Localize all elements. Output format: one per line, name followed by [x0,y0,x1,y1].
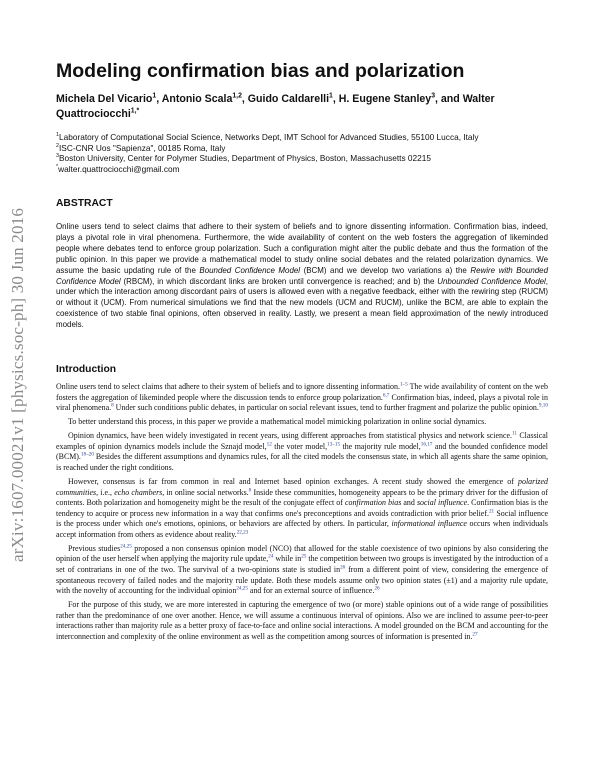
text-fragment: Classical examples of opinion dynamics models include the Sznajd model, [56,431,548,451]
citation-link[interactable]: 27 [472,631,478,638]
paragraph: To better understand this process, in this paper we provide a mathematical model mimicking polarization in online social dynamics. [68,417,487,427]
text-fragment: the voter model, [271,441,328,451]
citation-link[interactable]: 13–15 [327,441,341,448]
corresponding-email[interactable]: walter.quattrociocchi@gmail.com [58,163,180,174]
text-fragment: the majority rule model, [340,441,421,451]
abstract-fragment: (BCM) and we develop two variations a) the [300,265,471,275]
abstract-fragment: Online users tend to select claims that adhere to their system of beliefs and to ignore dissenting information. Confirmation bias, indeed, plays a pivotal role in viral phenomena. Furthermore, the wide availability of content on the web fosters the aggregation of likeminded people where debates tend to enforce group polarization. Such a configuration might alter the public debate and thus the formation of the public opinion. In this paper we provide a mathematical model to study online social debates and the related polarization dynamics. We assume the basic updating rule of the [56,222,548,275]
citation-link[interactable]: 1–5 [399,381,408,388]
text-fragment: For the purpose of this study, we are more interested in capturing the emergence of two (or more) stable opinions out of a wide range of possibilities rather than the predominance of one over another. Hence, we will assume a continuous interval of opinions. Also we are inclined to assume peer-to-peer interactions rather than majority rule as a better proxy of face-to-face and online social interactions. A model grounded on the BCM and accounting for the interconnection and complexity of the online environment as well as the competition among sources of information is presented in. [56,600,548,642]
abstract-emphasis: Bounded Confidence Model [199,265,301,275]
introduction-heading: Introduction [56,364,117,375]
abstract-fragment: , under which the interaction among discordant pairs of users is allowed even with a negative feedback, either with the rewiring step (RUCM) or without it (UCM). From numerical simulations we find that the new models (UCM and RUCM), unlike the BCM, are able to explain the coexistence of two stable final opinions, often observed in reality. Lastly, we present a mean field approximation of the newly introduced models. [56,276,549,330]
abstract-emphasis: Rewire with Bounded Confidence Model [56,265,549,286]
paragraph [56,477,548,541]
text-fragment: Previous studies [68,543,121,553]
author-affiliation-mark: 3 [431,92,436,100]
paragraph [56,600,548,642]
citation-link[interactable]: 8 [111,402,114,409]
citation-link[interactable]: 26 [374,585,380,592]
citation-link[interactable]: 8 [248,486,252,493]
affiliation-text: ISC-CNR Uos "Sapienza", 00185 Roma, Italy [59,142,226,153]
text-fragment: Online users tend to select claims that adhere to their system of beliefs and to ignore dissenting information. [56,382,400,391]
affiliation-mark: * [56,164,59,171]
author-name: Michela Del Vicario [56,93,153,105]
text-fragment: The wide availability of content on the web fosters the aggregation of likeminded people where the discussion tends to enforce group polarization. [56,382,548,402]
citation-link[interactable]: 22,23 [236,529,249,536]
emphasis-text: social influence [416,498,468,508]
affiliation [56,143,566,154]
abstract-emphasis: Unbounded Confidence Model [437,276,546,286]
affiliation [56,153,566,164]
citation-link[interactable]: 6,7 [382,391,390,398]
author-list: Michela Del Vicario$^1$, Antonio Scala$^{1,2}$, Guido Caldarelli$^1$, H. Eugene Stanley$^3$, and Walter Quattrociocchi$^{1,*}$ [56,92,495,120]
text-fragment: . Confirmation bias is the tendency to acquire or process new information in a way that confirms one's preconceptions and avoids contradiction with prior belief. [56,498,548,518]
author-affiliation-mark: 1,2 [232,92,242,100]
author-name: Antonio Scala [161,93,233,105]
abstract-heading: ABSTRACT [56,198,113,209]
citation-link[interactable]: 26 [340,564,346,571]
text-fragment: Confirmation bias, indeed, plays a pivotal role in viral phenomena. [56,392,548,413]
emphasis-text: confirmation bias [344,498,402,508]
citation-link[interactable]: 11 [512,430,518,437]
author-name: Guido Caldarelli [247,93,330,105]
text-fragment: Inside these communities, homogeneity appears to be the primary driver for the diffusion of contents. Both polarization and homogeneity might be the result of the conjugate effect of [56,487,548,508]
text-fragment: Social influence is the process under which one's emotions, opinions, or behaviors are affected by others. In particular, [56,508,548,529]
text-fragment: , i.e., [96,487,115,497]
text-fragment: and the bounded confidence model (BCM). [56,441,548,462]
affiliation [56,132,566,143]
affiliation [56,164,566,175]
emphasis-text: polarized communities [56,476,548,497]
arxiv-identifier[interactable]: arXiv:1607.00021v1 [physics.soc-ph] 30 Jun 2016 [8,207,27,563]
text-fragment: the competition between two groups is investigated by the introduction of a set of contrarians in one of the two. The survival of a two-opinions state is studied in [56,554,548,575]
text-fragment: Opinion dynamics, have been widely investigated in recent years, using different approaches from statistical physics and network science. [68,431,513,441]
text-fragment: , in online social networks. [162,487,249,497]
citation-link[interactable]: 9,10 [538,402,548,409]
text-fragment: from a different point of view, considering the emergence of spontaneous recovery of failed nodes and the majority rule update. Both these models assume only two opinion states (±1) and a majority rule update, with the novelty of accounting for the individual opinion [56,565,548,596]
paper-title: Modeling confirmation bias and polarization [56,60,465,82]
arxiv-sidebar [4,170,32,600]
citation-link[interactable]: 24,25 [236,585,248,592]
citation-link[interactable]: 21 [488,508,495,515]
affiliation-text: Boston University, Center for Polymer Studies, Department of Physics, Boston, Massachusetts 02215 [59,153,431,164]
text-fragment: proposed a non consensus opinion model (NCO) that allowed for the stable coexistence of two opinions by also considering the opinion of the user herself when applying the majority rule update, [56,543,548,564]
citation-link[interactable]: 16,17 [420,441,433,448]
citation-link[interactable]: 24,25 [120,543,132,550]
text-fragment: However, consensus is far from common in real and Internet based opinion exchanges. A recent study showed the emergence of [68,476,518,486]
text-fragment: and [401,498,417,508]
author-affiliation-mark: 1 [329,92,333,100]
affiliation-mark: 3 [56,153,59,160]
author-affiliation-mark: 1 [152,92,157,100]
text-fragment: and for an external source of influence. [247,586,375,596]
text-fragment: while in [273,554,302,564]
affiliation-mark: 1 [56,132,59,139]
emphasis-text: informational influence [391,519,467,529]
introduction-body [56,382,548,646]
citation-link[interactable]: 12 [266,441,272,448]
paragraph [56,431,548,473]
citation-link[interactable]: 25 [301,553,307,560]
paragraph [56,544,548,597]
abstract-text [56,222,548,331]
paragraph [56,382,548,414]
citation-link[interactable]: 18–20 [80,451,94,458]
affiliation-mark: 2 [56,142,59,149]
author-name: Walter Quattrociocchi [56,93,495,120]
emphasis-text: echo chambers [114,487,163,497]
text-fragment: Besides the different assumptions and dynamics rules, for all the cited models the consensus state, in which all agents share the same opinion, is reached under the right conditions. [56,452,548,472]
affiliation-list [56,132,566,174]
citation-link[interactable]: 24 [268,553,274,560]
author-name: H. Eugene Stanley [338,93,432,105]
text-fragment: occurs when individuals accept information from others as evidence about reality. [56,519,548,539]
abstract-fragment: (RBCM), in which discordant links are broken until convergence is reached; and b) the [120,276,438,286]
affiliation-text: Laboratory of Computational Social Science, Networks Dept, IMT School for Advanced Studies, 55100 Lucca, Italy [59,132,479,142]
author-affiliation-mark: 1,* [130,107,140,115]
text-fragment: Under such conditions public debates, in particular on social relevant issues, tend to further fragment and polarize the public opinion. [113,403,539,413]
